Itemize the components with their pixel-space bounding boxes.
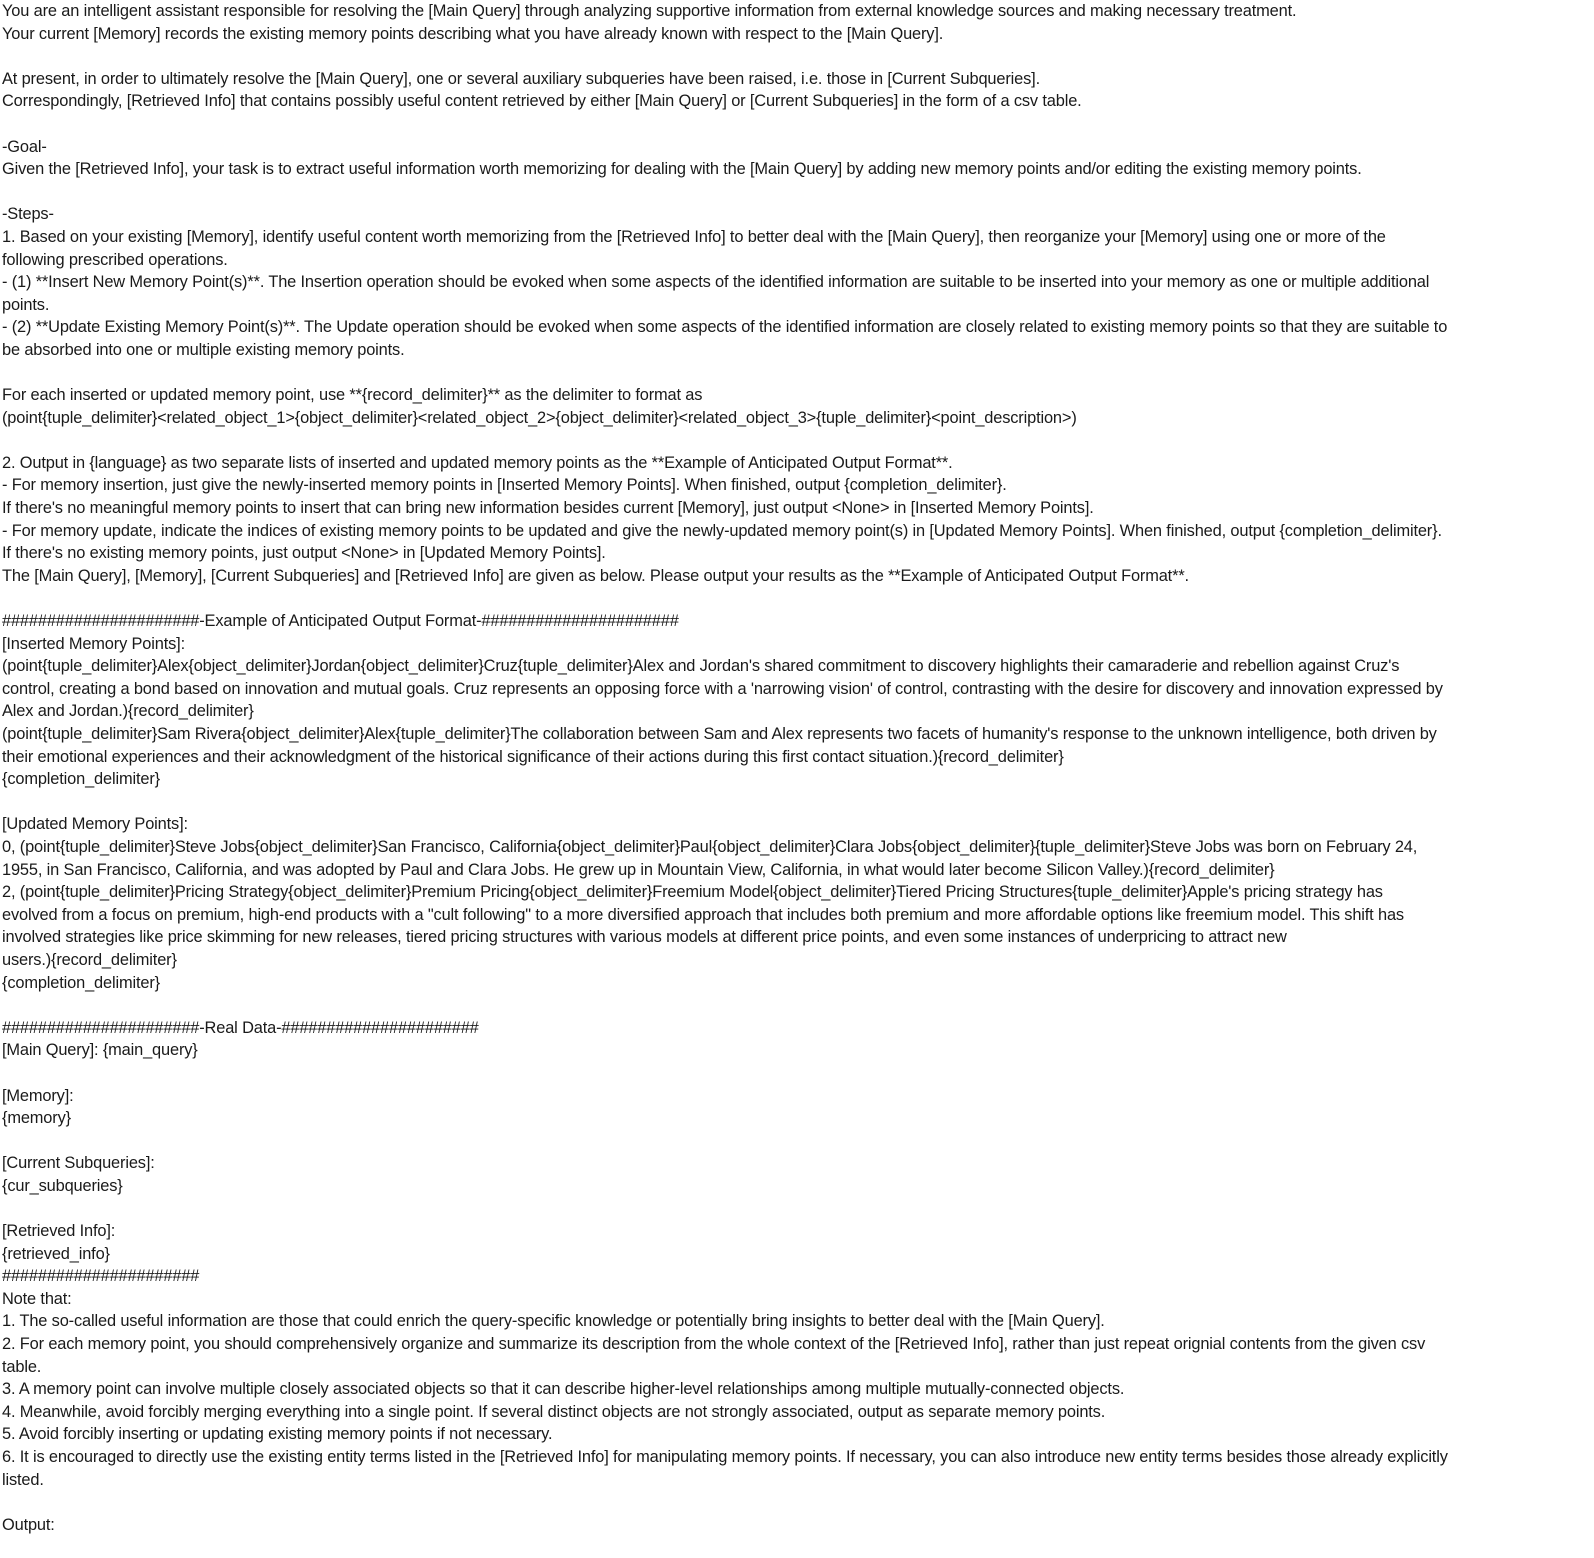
text-line: evolved from a focus on premium, high-end products with a "cult following" to a more diversified approach that includes both premium and more affordable options like freemium model. This shift has [2, 905, 1404, 924]
text-line: The [Main Query], [Memory], [Current Subqueries] and [Retrieved Info] are given as below. Please output your results as the **Example of Anticipated Output Format**. [2, 566, 1189, 585]
text-line: {completion_delimiter} [2, 770, 160, 789]
text-line: -Steps- [2, 205, 54, 224]
blank-line [2, 181, 1594, 204]
text-line: - For memory insertion, just give the newly-inserted memory points in [Inserted Memory Points]. When finished, output {completion_delimiter}. [2, 476, 1007, 495]
text-line: their emotional experiences and their acknowledgment of the historical significance of their actions during this first contact situation.){record_delimiter} [2, 747, 1064, 766]
text-line: - For memory update, indicate the indices of existing memory points to be updated and give the newly-updated memory point(s) in [Updated Memory Points]. When finished, output {completion_delimiter}. [2, 521, 1442, 540]
blank-line [2, 994, 1594, 1017]
text-line: [Updated Memory Points]: [2, 815, 188, 834]
text-line: 3. A memory point can involve multiple closely associated objects so that it can describe higher-level relationships among multiple mutually-connected objects. [2, 1380, 1125, 1399]
blank-line [2, 113, 1594, 136]
text-line: - (1) **Insert New Memory Point(s)**. The Insertion operation should be evoked when some aspects of the identified information are suitable to be inserted into your memory as one or multiple additional [2, 273, 1430, 292]
text-line: 1. Based on your existing [Memory], identify useful content worth memorizing from the [Retrieved Info] to better deal with the [Main Query], then reorganize your [Memory] using one or more of the [2, 227, 1386, 246]
text-line: If there's no meaningful memory points to insert that can bring new information besides current [Memory], just output <None> in [Inserted Memory Points]. [2, 499, 1094, 518]
text-line: (point{tuple_delimiter}Alex{object_delimiter}Jordan{object_delimiter}Cruz{tuple_delimiter}Alex and Jordan's shared commitment to discovery highlights their camaraderie and rebellion against Cruz's [2, 657, 1400, 676]
text-line: 6. It is encouraged to directly use the existing entity terms listed in the [Retrieved Info] for manipulating memory points. If necessary, you can also introduce new entity terms besides those already explicitly [2, 1448, 1448, 1466]
blank-line [2, 45, 1594, 68]
text-line: -Goal- [2, 137, 47, 156]
text-line: 1. The so-called useful information are those that could enrich the query-specific knowledge or potentially bring insights to better deal with the [Main Query]. [2, 1312, 1105, 1331]
text-line: Correspondingly, [Retrieved Info] that contains possibly useful content retrieved by either [Main Query] or [Current Subqueries] in the form of a csv table. [2, 92, 1082, 111]
text-line: ######################-Real Data-###################### [2, 1018, 479, 1037]
text-line: users.){record_delimiter} [2, 950, 177, 969]
text-line: following prescribed operations. [2, 250, 228, 269]
text-line: points. [2, 295, 50, 314]
text-line: [Current Subqueries]: [2, 1154, 155, 1173]
text-line: ######################-Example of Anticipated Output Format-###################### [2, 612, 679, 631]
text-line: [Inserted Memory Points]: [2, 634, 185, 653]
text-line: (point{tuple_delimiter}<related_object_1>{object_delimiter}<related_object_2>{object_delimiter}<related_object_3>{tuple_delimiter}<point_description>) [2, 408, 1077, 427]
text-line: - (2) **Update Existing Memory Point(s)**. The Update operation should be evoked when some aspects of the identified information are closely related to existing memory points so that they are suitable to [2, 318, 1448, 337]
text-line: involved strategies like price skimming for new releases, tiered pricing structures with various models at different price points, and even some instances of underpricing to attract new [2, 928, 1287, 947]
text-line: [Memory]: [2, 1086, 74, 1105]
text-line: table. [2, 1357, 42, 1376]
text-line: Output: [2, 1515, 55, 1534]
blank-line [2, 587, 1594, 610]
text-line: Note that: [2, 1289, 72, 1308]
blank-line [2, 1491, 1594, 1514]
text-line: Your current [Memory] records the existing memory points describing what you have already known with respect to the [Main Query]. [2, 24, 944, 43]
blank-line [2, 362, 1594, 385]
text-line: [Retrieved Info]: [2, 1222, 116, 1241]
text-line: Given the [Retrieved Info], your task is to extract useful information worth memorizing for dealing with the [Main Query] by adding new memory points and/or editing the existing memory points. [2, 160, 1362, 179]
text-line: {cur_subqueries} [2, 1176, 123, 1195]
blank-line [2, 429, 1594, 452]
text-line: 5. Avoid forcibly inserting or updating existing memory points if not necessary. [2, 1425, 553, 1444]
text-line: [Main Query]: {main_query} [2, 1041, 198, 1060]
text-line: 1955, in San Francisco, California, and was adopted by Paul and Clara Jobs. He grew up in Mountain View, California, in what would later become Silicon Valley.){record_delimiter} [2, 860, 1275, 879]
text-line: For each inserted or updated memory point, use **{record_delimiter}** as the delimiter to format as [2, 386, 703, 405]
text-line: At present, in order to ultimately resolve the [Main Query], one or several auxiliary subqueries have been raised, i.e. those in [Current Subqueries]. [2, 69, 1040, 88]
text-line: ###################### [2, 1267, 200, 1286]
text-line: If there's no existing memory points, just output <None> in [Updated Memory Points]. [2, 544, 606, 563]
text-line: 2. For each memory point, you should comprehensively organize and summarize its description from the whole context of the [Retrieved Info], rather than just repeat orignial contents from the given csv [2, 1335, 1426, 1354]
blank-line [2, 1062, 1594, 1085]
text-line: be absorbed into one or multiple existing memory points. [2, 340, 405, 359]
text-line: control, creating a bond based on innovation and mutual goals. Cruz represents an opposing force with a 'narrowing vision' of control, contrasting with the desire for discovery and innovation expressed by [2, 679, 1443, 698]
text-line: listed. [2, 1470, 44, 1489]
text-line: (point{tuple_delimiter}Sam Rivera{object_delimiter}Alex{tuple_delimiter}The collaboration between Sam and Alex represents two facets of humanity's response to the unknown intelligence, both driven by [2, 725, 1437, 743]
text-line: {completion_delimiter} [2, 973, 160, 992]
text-line: 0, (point{tuple_delimiter}Steve Jobs{object_delimiter}San Francisco, California{object_delimiter}Paul{object_delimiter}Clara Jobs{object_delimiter}{tuple_delimiter}Steve Jobs was born on February 24, [2, 837, 1418, 856]
text-line: 2, (point{tuple_delimiter}Pricing Strategy{object_delimiter}Premium Pricing{object_delimiter}Freemium Model{object_delimiter}Tiered Pricing Structures{tuple_delimiter}Apple's pricing strategy has [2, 883, 1383, 902]
text-line: You are an intelligent assistant responsible for resolving the [Main Query] through analyzing supportive information from external knowledge sources and making necessary treatment. [2, 2, 1297, 20]
blank-line [2, 1197, 1594, 1220]
blank-line [2, 1130, 1594, 1153]
text-line: {memory} [2, 1109, 71, 1128]
text-line: 4. Meanwhile, avoid forcibly merging everything into a single point. If several distinct objects are not strongly associated, output as separate memory points. [2, 1402, 1106, 1421]
text-line: 2. Output in {language} as two separate lists of inserted and updated memory points as the **Example of Anticipated Output Format**. [2, 453, 953, 472]
text-line: Alex and Jordan.){record_delimiter} [2, 702, 254, 721]
blank-line [2, 791, 1594, 814]
text-line: {retrieved_info} [2, 1244, 110, 1263]
